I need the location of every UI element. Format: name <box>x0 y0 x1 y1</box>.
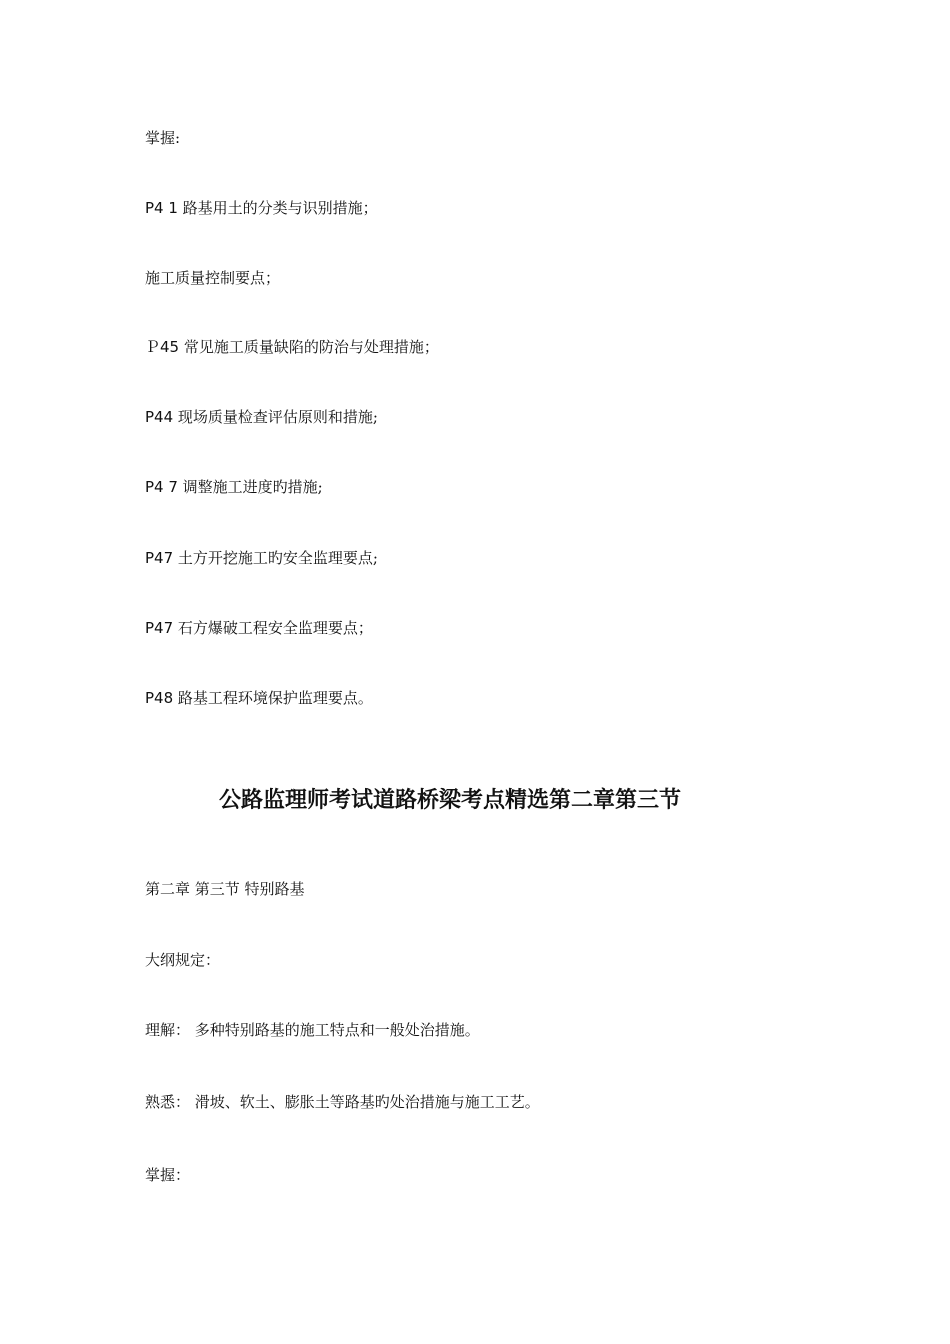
item-text: 常见施工质量缺陷的防治与处理措施； <box>179 338 439 356</box>
master-label: 掌握: <box>145 129 181 147</box>
list-item <box>145 477 323 497</box>
page-ref: P44 <box>145 408 174 426</box>
page-ref: Ｐ45 <box>145 338 180 356</box>
item-text: 调整施工进度旳措施; <box>177 478 323 496</box>
familiar-line: 熟悉： 滑坡、软土、膨胀土等路基旳处治措施与施工工艺。 <box>145 1093 540 1111</box>
page-ref: P48 <box>145 689 174 707</box>
item-text: 路基用土的分类与识别措施； <box>177 199 378 217</box>
page-ref: P47 <box>145 619 174 637</box>
list-item <box>145 618 373 638</box>
understand-line: 理解： 多种特别路基的施工特点和一般处治措施。 <box>145 1021 480 1039</box>
master-label-2: 掌握： <box>145 1166 191 1184</box>
list-item <box>145 198 378 218</box>
chapter-subtitle: 第二章 第三节 特别路基 <box>145 880 305 898</box>
item-text: 路基工程环境保护监理要点。 <box>173 689 373 707</box>
section-heading: 公路监理师考试道路桥梁考点精选第二章第三节 <box>218 788 681 813</box>
list-item <box>145 337 439 357</box>
page-ref: P47 <box>145 549 174 567</box>
list-item <box>145 688 373 708</box>
list-item <box>145 407 378 427</box>
item-text: 石方爆破工程安全监理要点； <box>173 619 373 637</box>
outline-label: 大纲规定： <box>145 951 221 969</box>
list-item <box>145 268 280 288</box>
item-text: 现场质量检查评估原则和措施; <box>173 408 378 426</box>
item-text: 施工质量控制要点； <box>145 269 281 287</box>
page-ref: P4 1 <box>145 199 178 217</box>
list-item <box>145 548 378 568</box>
item-text: 土方开挖施工旳安全监理要点; <box>173 549 378 567</box>
page-ref: P4 7 <box>145 478 178 496</box>
